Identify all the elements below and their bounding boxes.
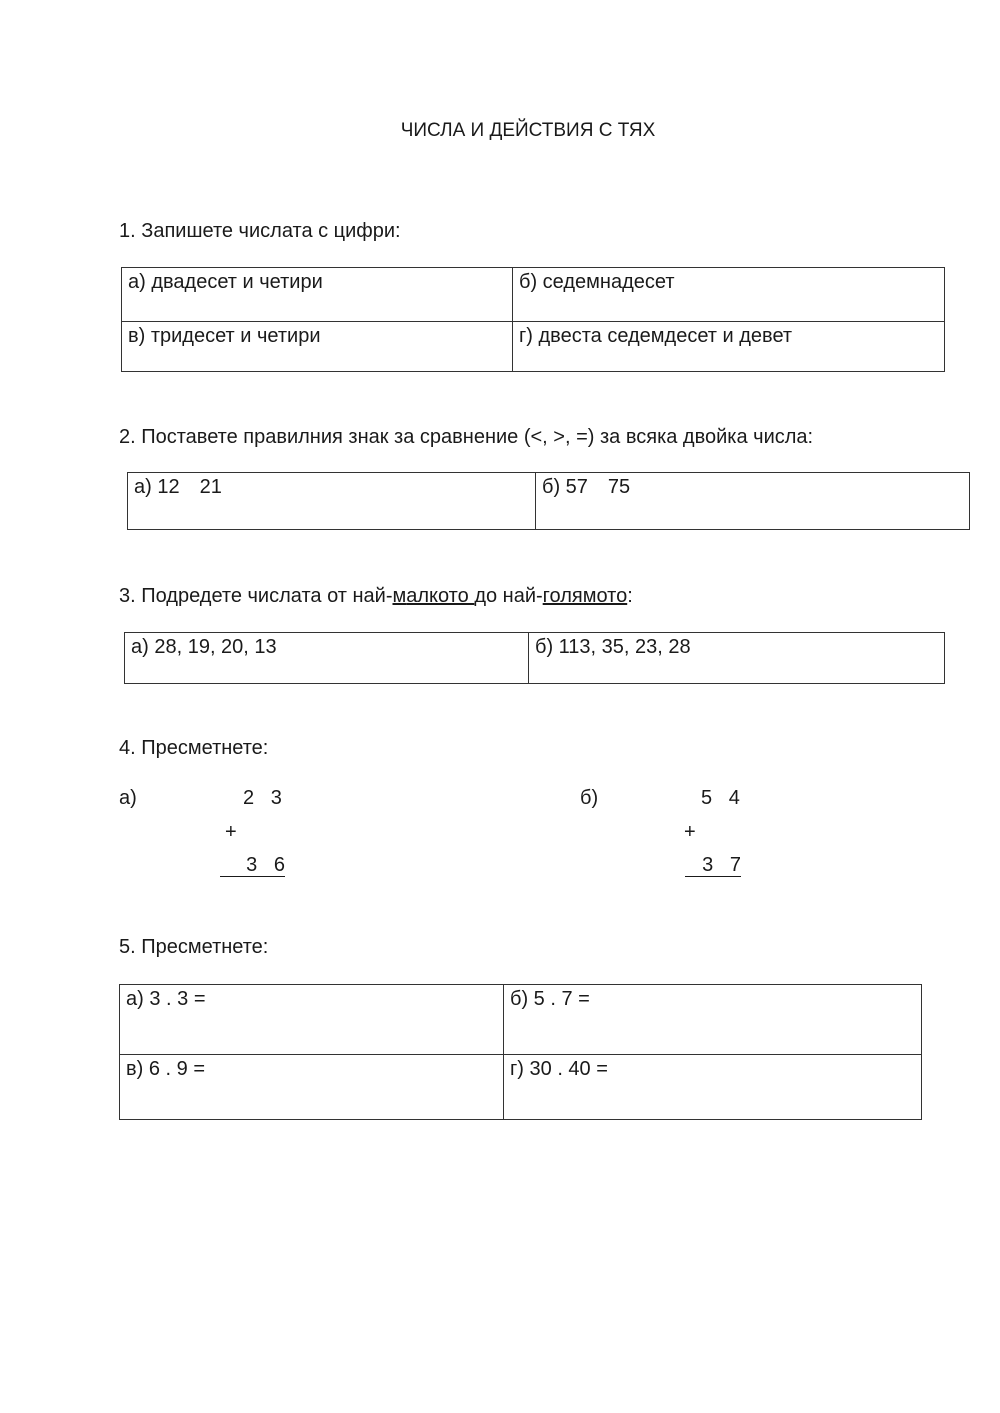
task4-a-op: + [225,821,237,843]
task3-prompt-d: до най- [474,585,543,607]
page-title: ЧИСЛА И ДЕЙСТВИЯ С ТЯХ [400,120,656,141]
task1-cell-c[interactable]: в) тридесет и четири [122,322,513,372]
task1-cell-b[interactable]: б) седемнадесет [513,268,945,322]
task1-cell-a[interactable]: а) двадесет и четири [122,268,513,322]
task3-cell-a[interactable]: а) 28, 19, 20, 13 [125,633,529,684]
task4-b-bottom: 3 7 [685,854,741,877]
task3-table [124,632,945,684]
task2-cell-b[interactable] [536,473,970,530]
task3-prompt-start: 3. Подредете числата от най- [119,585,393,607]
task4-b-top: 5 4 [701,787,740,809]
task4-a-bottom: 3 6 [220,854,285,877]
task4-a-label: а) [119,787,137,809]
task5-cell-c[interactable]: в) 6 . 9 = [120,1055,504,1120]
task4-a-top: 2 3 [243,787,282,809]
task3-prompt-end: : [627,585,633,607]
task2-a-second: 21 [199,476,222,498]
task2-a-label: а) 12 [134,476,180,498]
task3-prompt-m: м [392,585,407,607]
task2-table [127,472,970,530]
task4-prompt: 4. Пресметнете: [119,737,269,759]
task5-prompt: 5. Пресметнете: [119,936,269,958]
task3-prompt-u1: алкото [406,585,475,607]
task5-cell-b[interactable]: б) 5 . 7 = [504,985,922,1055]
task1-prompt: 1. Запишете числата с цифри: [119,220,401,242]
task5-cell-d[interactable]: г) 30 . 40 = [504,1055,922,1120]
task5-cell-a[interactable]: а) 3 . 3 = [120,985,504,1055]
task2-b-label: б) 57 [542,476,588,498]
task2-prompt: 2. Поставете правилния знак за сравнение (<, >, =) за всяка двойка числа: [119,426,814,448]
task5-table [119,984,922,1120]
task1-cell-d[interactable]: г) двеста седемдесет и девет [513,322,945,372]
task3-cell-b[interactable]: б) 113, 35, 23, 28 [529,633,945,684]
task2-b-second: 75 [607,476,631,498]
task4-b-label: б) [580,787,599,809]
task3-prompt [119,585,633,608]
task4-b-op: + [684,821,696,843]
task3-prompt-u2: голямото [542,585,628,607]
task2-cell-a[interactable] [128,473,536,530]
task1-table [121,267,945,372]
